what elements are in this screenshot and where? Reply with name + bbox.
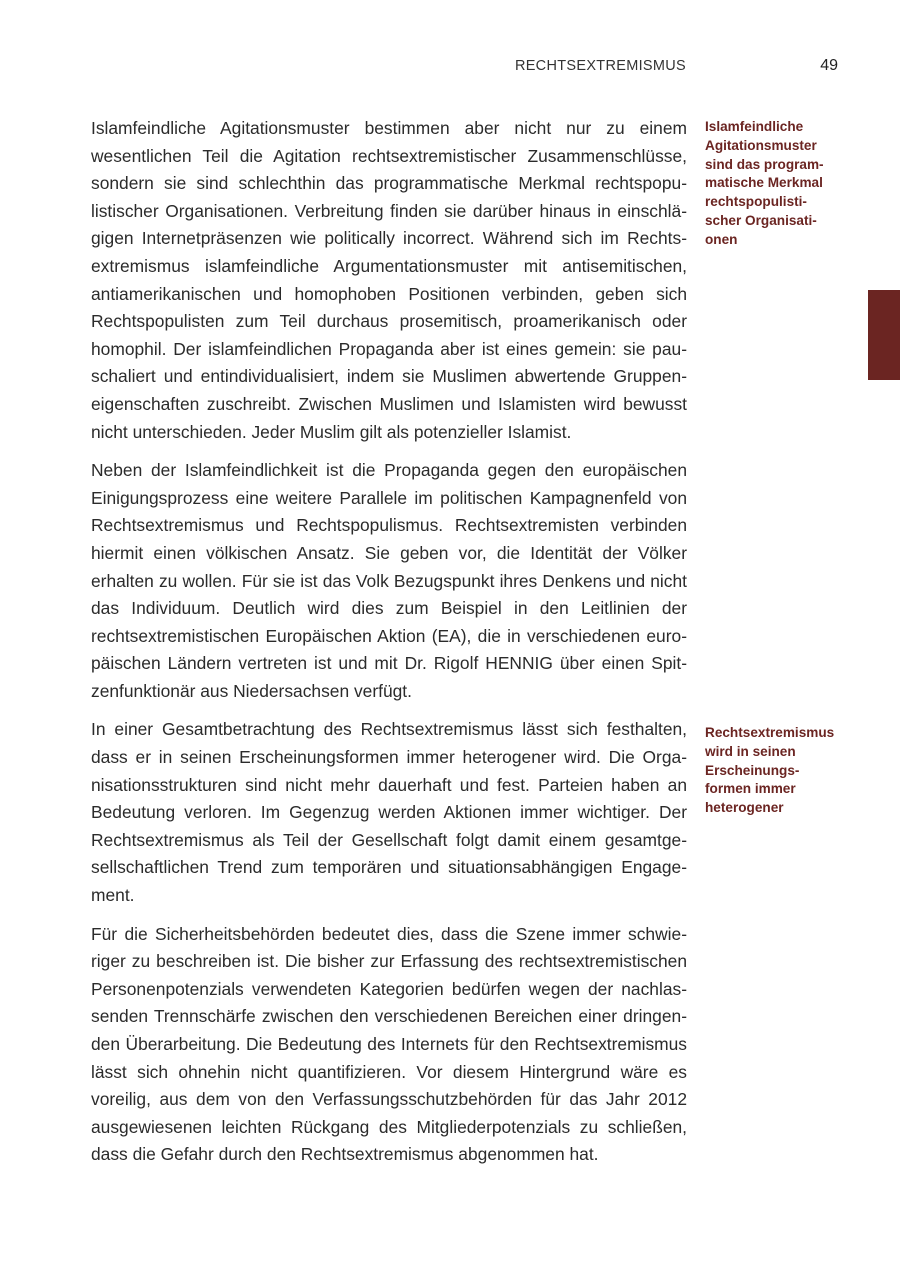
body-text	[91, 115, 687, 1180]
margin-note: Islamfeindliche Agitationsmuster sind das program- matische Merkmal rechtspopulisti- scher Organisati- onen	[705, 119, 824, 247]
chapter-title: RECHTSEXTREMISMUS	[514, 58, 686, 74]
paragraph: Neben der Islamfeindlichkeit ist die Propaganda gegen den europäischen Einigungsprozess eine weitere Parallele im politischen Kampagnenfeld von Rechtsextremismus und Rechtspopulismus. Rechtsextremisten verbinden hiermit einen völkischen Ansatz. Sie geben vor, die Identität der Völker erhalten zu wollen. Für sie ist das Volk Bezugspunkt ihres Denkens und nicht das Individuum. Deutlich wird dies zum Beispiel in den Leitlinien der rechtsextremistischen Europäischen Aktion (EA), die in verschiedenen europäischen Ländern vertreten ist und mit Dr. Rigolf HENNIG über einen Spitzenfunktionär aus Niedersachsen verfügt.	[91, 460, 687, 701]
page-number: 49	[820, 57, 838, 74]
paragraph: Islamfeindliche Agitationsmuster bestimmen aber nicht nur zu einem wesentlichen Teil die Agitation rechtsextremistischer Zusammenschlüsse, sondern sie sind schlechthin das programmatische Merkmal rechtspopulistischer Organisationen. Verbreitung finden sie darüber hinaus in einschlägigen Internetpräsenzen wie politically incorrect. Während sich im Rechtsextremismus islamfeindliche Argumentationsmuster mit antisemitischen, antiamerikanischen und homophoben Positionen verbinden, geben sich Rechtspopulisten zum Teil durchaus prosemitisch, proamerikanisch oder homophil. Der islamfeindlichen Propaganda aber ist eines gemein: sie pauschaliert und entindividualisiert, indem sie Muslimen abwertende Gruppeneigenschaften zuschreibt. Zwischen Muslimen und Islamisten wird bewusst nicht unterschieden. Jeder Muslim gilt als potenzieller Islamist.	[91, 118, 687, 442]
chapter-thumb-tab	[868, 290, 900, 380]
paragraph: In einer Gesamtbetrachtung des Rechtsextremismus lässt sich festhalten, dass er in seinen Erscheinungsformen immer heterogener wird. Die Organisationsstrukturen sind nicht mehr dauerhaft und fest. Parteien haben an Bedeutung verloren. Im Gegenzug werden Aktionen immer wichtiger. Der Rechtsextremismus als Teil der Gesellschaft folgt damit einem gesamtgesellschaftlichen Trend zum temporären und situationsabhängigen Engagement.	[91, 719, 687, 906]
margin-note: Rechtsextremismus wird in seinen Erscheinungs- formen immer heterogener	[705, 725, 835, 816]
paragraph: Für die Sicherheitsbehörden bedeutet dies, dass die Szene immer schwieriger zu beschreiben ist. Die bisher zur Erfassung des rechtsextremistischen Personenpotenzials verwendeten Kategorien bedürfen wegen der nachlassenden Trennschärfe zwischen den verschiedenen Bereichen einer dringenden Überarbeitung. Die Bedeutung des Internets für den Rechtsextremismus lässt sich ohnehin nicht quantifizieren. Vor diesem Hintergrund wäre es voreilig, aus dem von den Verfassungsschutzbehörden für das Jahr 2012 ausgewiesenen leichten Rückgang des Mitgliederpotenzials zu schließen, dass die Gefahr durch den Rechtsextremismus abgenommen hat.	[91, 923, 687, 1165]
